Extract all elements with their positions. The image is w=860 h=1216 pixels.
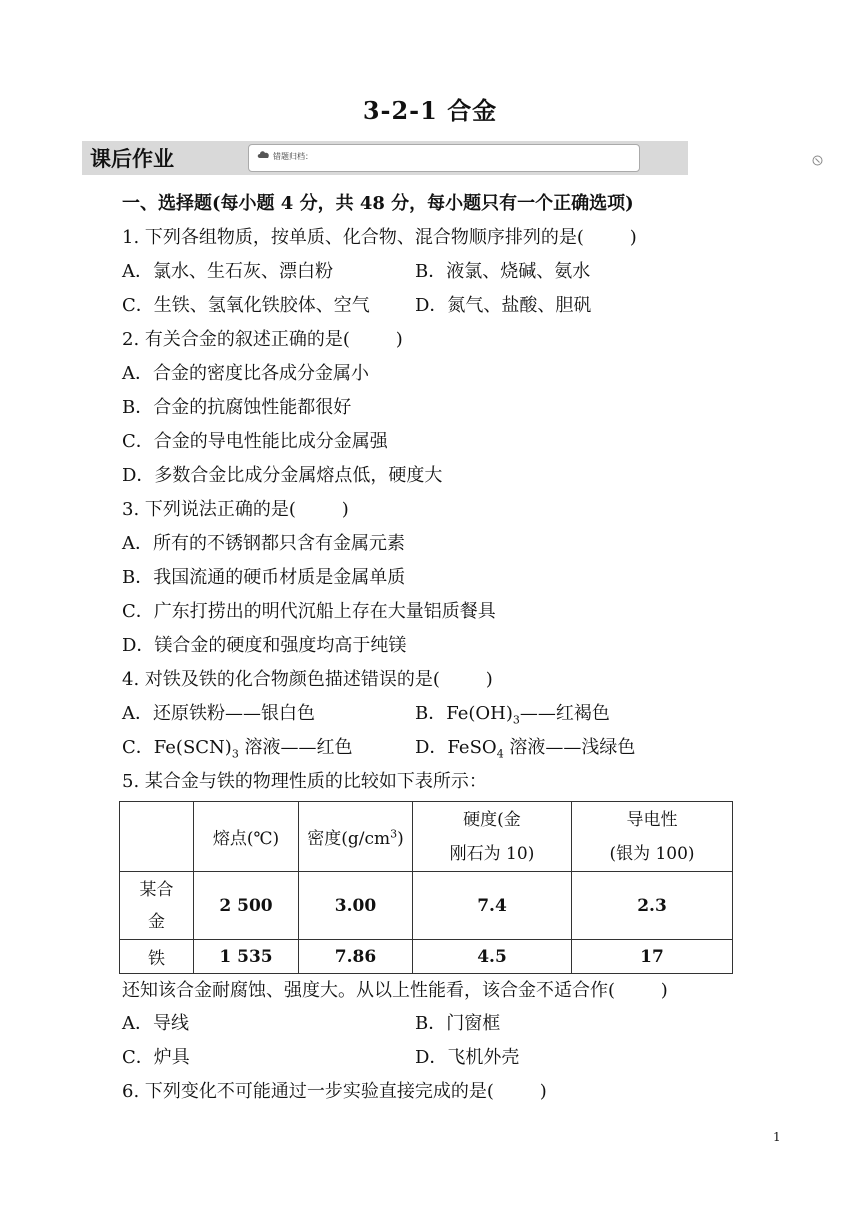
header-hardness: 硬度(金 刚石为 10)	[413, 802, 572, 872]
question-stem: 3. 下列说法正确的是( )	[122, 499, 349, 520]
option-b: B．$Fe(OH)_3——$红褐色	[415, 703, 610, 727]
question-stem: 1. 下列各组物质，按单质、化合物、混合物顺序排列的是( )	[122, 227, 637, 248]
question-followup: 还知该合金耐腐蚀、强度大。从以上性能看，该合金不适合作( )	[122, 980, 668, 1001]
option-d: D．飞机外壳	[415, 1047, 520, 1068]
table-corner-cell	[120, 802, 194, 872]
question-stem: 5. 某合金与铁的物理性质的比较如下表所示：	[122, 771, 487, 792]
cell-melting-point: 2 500	[194, 872, 299, 940]
cell-density: 7.86	[299, 940, 413, 974]
table-row	[120, 872, 733, 940]
error-archive-field[interactable]	[248, 144, 640, 172]
option-b: B．合金的抗腐蚀性能都很好	[122, 397, 352, 418]
banner-hint: 错题归档：	[273, 152, 313, 161]
option-a: A．合金的密度比各成分金属小	[122, 363, 369, 384]
header-conductivity: 导电性 (银为 100)	[572, 802, 733, 872]
option-a: A．所有的不锈钢都只含有金属元素	[122, 533, 405, 554]
cell-melting-point: 1 535	[194, 940, 299, 974]
option-a: A．导线	[122, 1013, 189, 1034]
cell-conductivity: 2.3	[572, 872, 733, 940]
property-table	[119, 801, 733, 974]
question-stem: 2. 有关合金的叙述正确的是( )	[122, 329, 403, 350]
option-c: C．炉具	[122, 1047, 190, 1068]
cell-hardness: 7.4	[413, 872, 572, 940]
option-a: A．还原铁粉——银白色	[122, 703, 315, 724]
option-c: C．生铁、氢氧化铁胶体、空气	[122, 295, 370, 316]
option-c: C．合金的导电性能比成分金属强	[122, 431, 388, 452]
cell-hardness: 4.5	[413, 940, 572, 974]
option-b: B．我国流通的硬币材质是金属单质	[122, 567, 406, 588]
question-stem: 6. 下列变化不可能通过一步实验直接完成的是( )	[122, 1081, 547, 1102]
option-d: D．氮气、盐酸、胆矾	[415, 295, 592, 316]
question-stem: 4. 对铁及铁的化合物颜色描述错误的是( )	[122, 669, 493, 690]
cell-conductivity: 17	[572, 940, 733, 974]
option-d: D．多数合金比成分金属熔点低，硬度大	[122, 465, 443, 486]
homework-banner	[82, 141, 688, 175]
option-c: C．$Fe(SCN)_3$ 溶液——红色	[122, 737, 353, 761]
section-heading: 一、选择题(每小题 4 分，共 48 分，每小题只有一个正确选项)	[122, 193, 634, 214]
header-density: 密度$(g/cm^3)$	[299, 802, 413, 872]
row-name: 某合 金	[120, 872, 194, 940]
cloud-icon	[257, 150, 270, 159]
cell-density: 3.00	[299, 872, 413, 940]
page-title: 3-2-1 合金	[362, 96, 498, 125]
header-melting-point: 熔点(℃)	[194, 802, 299, 872]
page-number: 1	[773, 1130, 781, 1144]
table-header-row	[120, 802, 733, 872]
banner-label: 课后作业	[90, 147, 174, 171]
option-d: D．镁合金的硬度和强度均高于纯镁	[122, 635, 407, 656]
row-name: 铁	[120, 940, 194, 974]
table-row	[120, 940, 733, 974]
option-c: C．广东打捞出的明代沉船上存在大量铝质餐具	[122, 601, 496, 622]
option-b: B．液氯、烧碱、氨水	[415, 261, 591, 282]
option-a: A．氯水、生石灰、漂白粉	[122, 261, 333, 282]
option-d: D．FeSO$_4$ 溶液——浅绿色	[415, 737, 636, 761]
close-icon[interactable]	[812, 155, 823, 166]
option-b: B．门窗框	[415, 1013, 501, 1034]
